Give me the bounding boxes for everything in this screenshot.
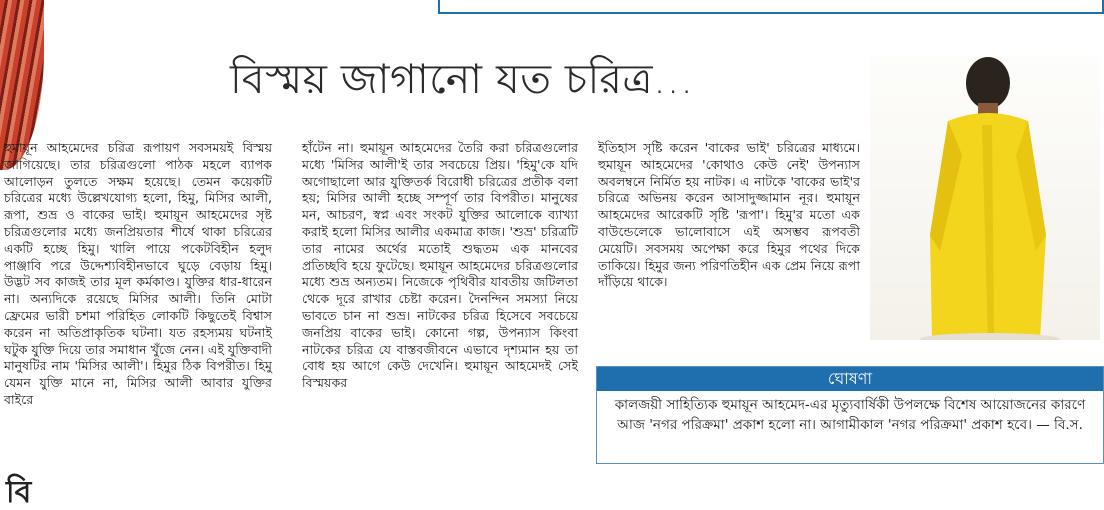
next-article-heading-fragment: বি: [6, 475, 32, 510]
article-headline: বিস্ময় জাগানো যত চরিত্র...: [230, 55, 694, 103]
announcement-title: ঘোষণা: [597, 367, 1103, 391]
himu-yellow-robe-photo: [870, 55, 1100, 340]
top-boxed-strip: [438, 0, 1104, 14]
article-column-2: হাঁটেন না। হুমায়ূন আহমেদের তৈরি করা চরিত্রগুলোর মধ্যে 'মিসির আলী'ই তার সবচেয়ে প্রিয়। 'হিমু'কে যদি অগোছালো আর যুক্তিতর্ক বিরোধী চরিত্রের প্রতীক বলা হয়; মিসির আলী হচ্ছে সম্পূর্ণ তার বিপরীত। মানুষের মন, আচরণ, স্বপ্ন এবং সংকট যুক্তির আলোকে ব্যাখ্যা করাই হলো মিসির আলীর একমাত্র কাজ। 'শুভ্র' চরিত্রটি তার নামের অর্থের মতোই শুদ্ধতম এক মানবের প্রতিচ্ছবি হয়ে ফুটেছে। হুমায়ূন আহমেদের চরিত্রগুলোর মধ্যে শুভ্র অন্যতম। নিজেকে পৃথিবীর যাবতীয় জটিলতা থেকে দূরে রাখার চেষ্টা করেন। দৈনন্দিন সমস্যা নিয়ে ভাবতে চান না শুভ্র। নাটকের চরিত্র হিসেবে সবচেয়ে জনপ্রিয় বাকের ভাই। কোনো গল্প, উপন্যাস কিংবা নাটকের চরিত্র যে বাস্তবজীবনে এভাবে দৃশ্যমান হয় তা বোধ হয় আগে কেউ দেখেনি। হুমায়ূন আহমেদই সেই বিস্ময়কর: [302, 140, 578, 391]
announcement-body: কালজয়ী সাহিত্যিক হুমায়ূন আহমেদ-এর মৃত্যুবার্ষিকী উপলক্ষে বিশেষ আয়োজনের কারণে আজ 'নগর পরিক্রমা' প্রকাশ হলো না। আগামীকাল 'নগর পরিক্রমা' প্রকাশ হবে। — বি.স.: [614, 397, 1086, 433]
announcement-box: [596, 366, 1104, 464]
figure-illustration: [870, 55, 1100, 340]
article-column-3: ইতিহাস সৃষ্টি করেন 'বাকের ভাই' চরিত্রের মাধ্যমে। হুমায়ূন আহমেদের 'কোথাও কেউ নেই' উপন্যাস অবলম্বনে নির্মিত হয় নাটক। এ নাটকে 'বাকের ভাই'র চরিত্রে অভিনয় করেন আসাদুজ্জামান নূর। হুমায়ূন আহমেদের আরেকটি সৃষ্টি 'রূপা'। হিমু'র মতো এক বাউন্ডেলেকে ভালোবাসে এই অসম্ভব রূপবতী মেয়েটি। সবসময় অপেক্ষা করে হিমুর পথের দিকে তাকিয়ে। হিমুর জন্য পরিণতিহীন এক প্রেম নিয়ে রূপা দাঁড়িয়ে থাকে।: [598, 140, 860, 290]
article-column-1: হুমায়ূন আহমেদের চরিত্র রূপায়ণ সবসময়ই বিস্ময় জাগিয়েছে। তার চরিত্রগুলো পাঠক মহলে ব্যাপক আলোড়ন তুলতে সক্ষম হয়েছে। তেমন কয়েকটি চরিত্রের মধ্যে উল্লেখযোগ্য হলো, হিমু, মিসির আলী, রূপা, শুভ্র ও বাকের ভাই। হুমায়ূন আহমেদের সৃষ্ট চরিত্রগুলোর মধ্যে জনপ্রিয়তার শীর্ষে থাকা চরিত্রের একটি হচ্ছে হিমু। খালি পায়ে পকেটবিহীন হলুদ পাঞ্জাবি পরে উদ্দেশ্যবিহীনভাবে ঘুড়ে বেড়ায় হিমু। উদ্ভট সব কাজই তার মূল কর্মকাণ্ড। যুক্তির ধার-ধারেন না। অন্যদিকে রয়েছে মিসির আলী। তিনি মোটা ফ্রেমের ভারী চশমা পরিহিত লোকটি কিছুতেই বিশ্বাস করেন না অতিপ্রাকৃতিক ঘটনা। যত রহস্যময় ঘটনাই ঘটুক যুক্তি দিয়ে তার সমাধান খুঁজে নেন। এই যুক্তিবাদী মানুষটির নাম 'মিসির আলী'। হিমুর ঠিক বিপরীত। হিমু যেমন যুক্তি মানে না, মিসির আলী আবার যুক্তির বাইরে: [4, 140, 272, 407]
